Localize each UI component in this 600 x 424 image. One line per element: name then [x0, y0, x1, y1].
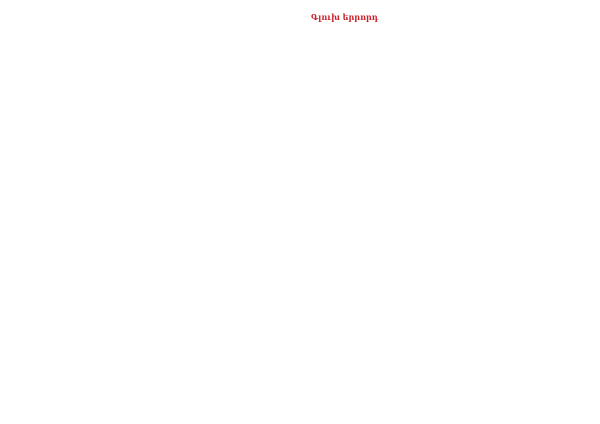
chapter-heading: Գլուխ երրորդ: [311, 12, 379, 22]
right-column: [311, 6, 584, 418]
left-column: [16, 6, 289, 418]
